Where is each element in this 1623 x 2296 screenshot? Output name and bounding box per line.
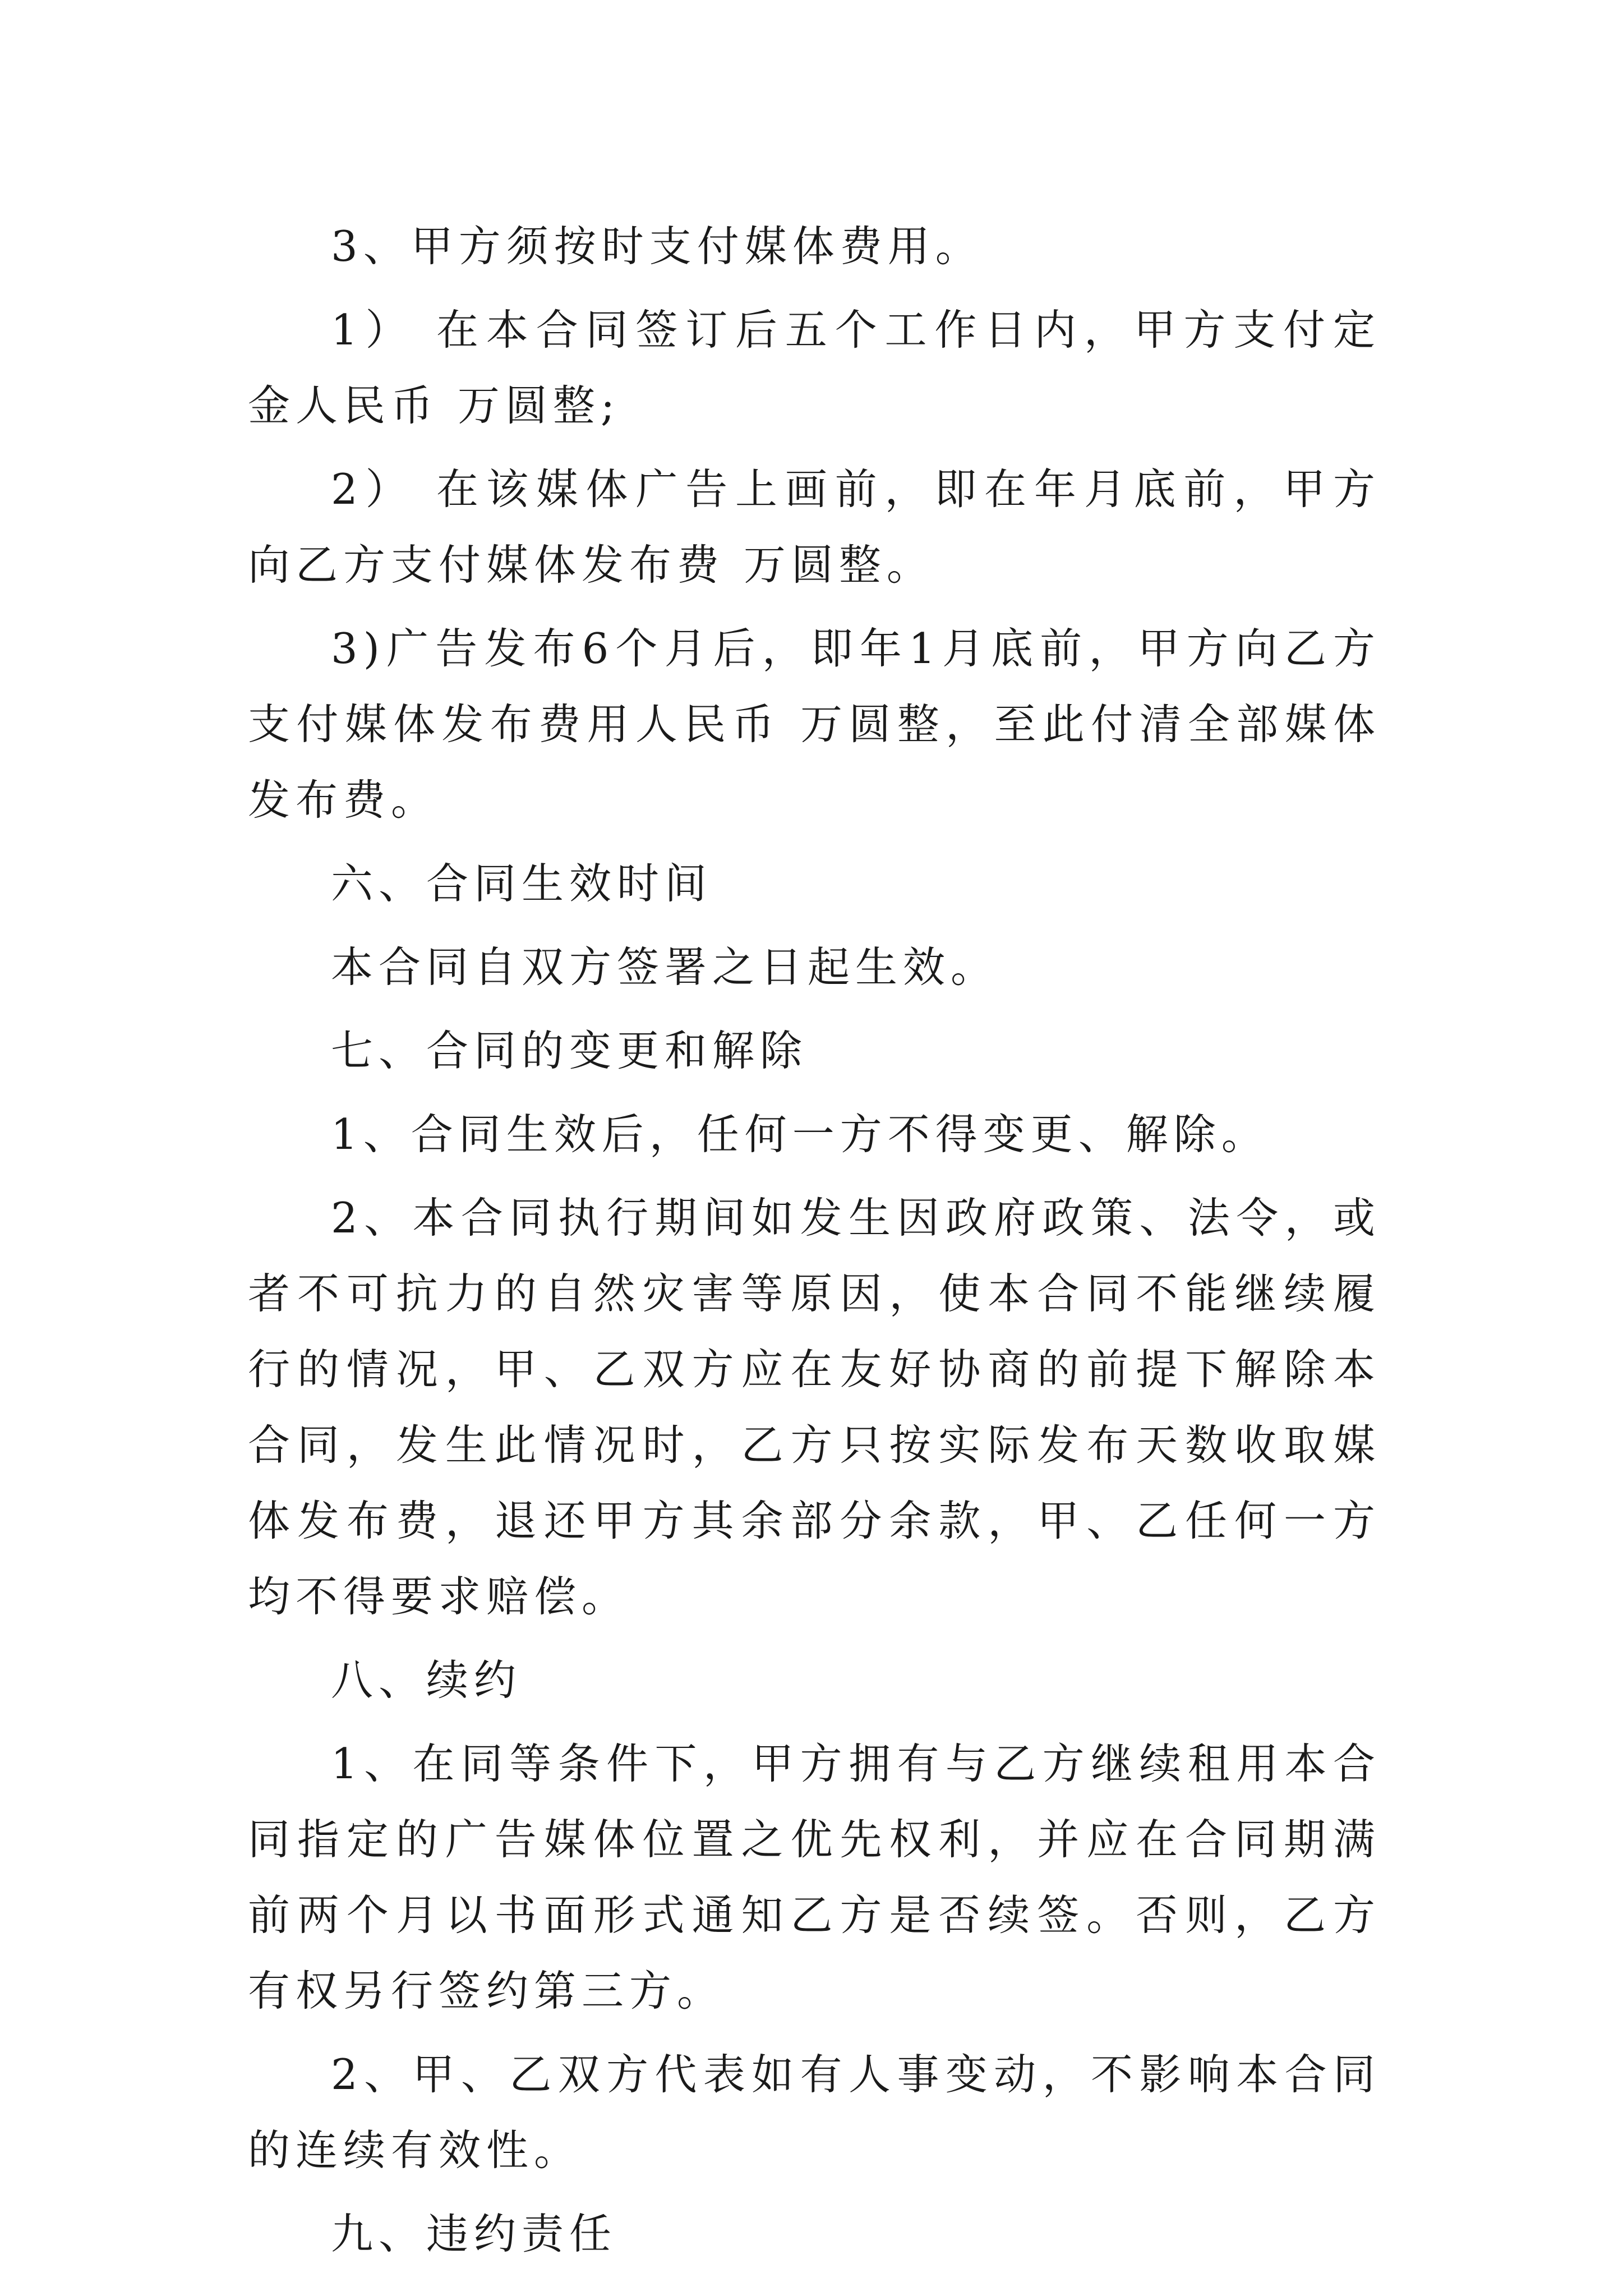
paragraph-renewal-priority: 1、在同等条件下，甲方拥有与乙方继续租用本合同指定的广告媒体位置之优先权利，并应在合同期满前两个月以书面形式通知乙方是否续签。否则，乙方有权另行签约第三方。	[248, 1739, 1381, 2016]
paragraph-no-change: 1、合同生效后，任何一方不得变更、解除。	[331, 1110, 1269, 1159]
paragraph-force-majeure: 2、本合同执行期间如发生因政府政策、法令，或者不可抗力的自然灾害等原因，使本合同不能继续履行的情况，甲、乙双方应在友好协商的前提下解除本合同，发生此情况时，乙方只按实际发布天数收取媒体发布费，退还甲方其余部分余款，甲、乙任何一方均不得要求赔偿。	[248, 1193, 1381, 1621]
paragraph-personnel-change: 2、甲、乙双方代表如有人事变动，不影响本合同的连续有效性。	[248, 2050, 1381, 2175]
heading-effective-time: 六、合同生效时间	[331, 859, 713, 908]
paragraph-deposit: 1） 在本合同签订后五个工作日内，甲方支付定金人民币 万圆整;	[248, 305, 1381, 430]
heading-breach-liability: 九、违约责任	[331, 2209, 617, 2258]
paragraph-effective: 本合同自双方签署之日起生效。	[331, 942, 999, 992]
heading-renewal: 八、续约	[331, 1655, 522, 1705]
paragraph-media-fee: 2） 在该媒体广告上画前，即在年月底前，甲方向乙方支付媒体发布费 万圆整。	[248, 464, 1381, 590]
document-body	[248, 209, 1381, 2280]
heading-change-termination: 七、合同的变更和解除	[331, 1026, 808, 1075]
paragraph-final-payment: 3)广告发布6个月后，即年1月底前，甲方向乙方支付媒体发布费用人民币 万圆整，至此付清全部媒体发布费。	[248, 624, 1381, 825]
paragraph-payment-terms: 3、甲方须按时支付媒体费用。	[331, 222, 983, 271]
